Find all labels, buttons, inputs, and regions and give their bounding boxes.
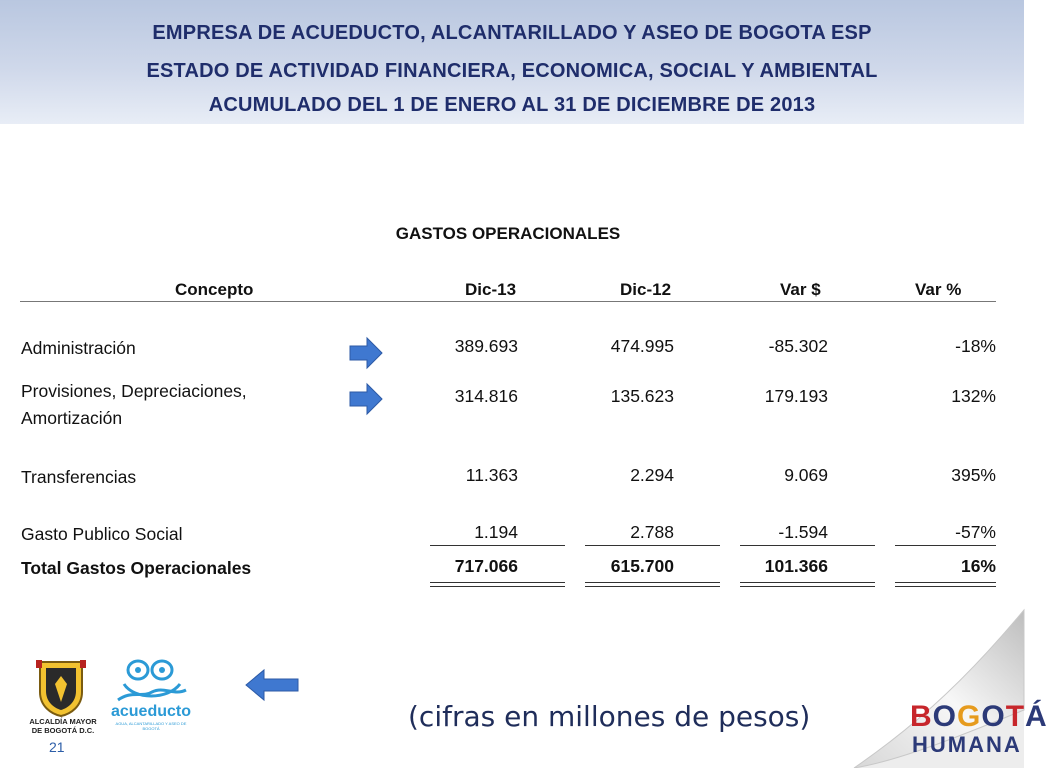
header-title-line1: EMPRESA DE ACUEDUCTO, ALCANTARILLADO Y ASEO DE BOGOTA ESP [152, 22, 872, 44]
arrow-right-icon [348, 382, 384, 416]
subtotal-rule [585, 545, 720, 546]
row-administracion-concept: Administración [21, 338, 136, 358]
subtotal-rule [740, 545, 875, 546]
subtotal-rule [430, 545, 565, 546]
bogota-humana-logo-line1: BOGOTÁ [910, 700, 1048, 733]
row-transferencias-pct: 395% [951, 465, 996, 485]
total-row-var: 101.366 [764, 556, 828, 576]
total-double-rule [430, 582, 565, 587]
total-double-rule [585, 582, 720, 587]
acueducto-logo-text: acueducto [110, 703, 191, 720]
column-header-dic12: Dic-12 [620, 280, 672, 299]
arrow-left-icon [244, 668, 300, 702]
row-gasto-publico-var: -1.594 [778, 522, 828, 542]
row-provisiones-concept-line2: Amortización [21, 408, 123, 428]
row-provisiones-var: 179.193 [764, 386, 828, 406]
row-transferencias-dic13: 11.363 [465, 465, 518, 485]
row-gasto-publico-dic12: 2.788 [630, 522, 674, 542]
units-note: (cifras en millones de pesos) [408, 700, 811, 733]
table-title: GASTOS OPERACIONALES [395, 224, 621, 243]
row-provisiones-dic13: 314.816 [454, 386, 518, 406]
header-divider [20, 301, 996, 302]
total-double-rule [895, 582, 996, 587]
row-transferencias-dic12: 2.294 [630, 465, 674, 485]
total-row-pct: 16% [960, 556, 996, 576]
column-header-var-amount: Var $ [780, 280, 821, 299]
row-provisiones-pct: 132% [951, 386, 996, 406]
row-gasto-publico-concept: Gasto Publico Social [21, 524, 183, 544]
alcaldia-text: ALCALDÍA MAYOR DE BOGOTÁ D.C. [29, 717, 97, 735]
row-gasto-publico-pct: -57% [955, 522, 996, 542]
total-row-concept: Total Gastos Operacionales [21, 558, 252, 578]
row-administracion-dic13: 389.693 [454, 336, 518, 356]
column-header-var-percent: Var % [915, 280, 962, 299]
arrow-right-icon [348, 336, 384, 370]
total-double-rule [740, 582, 875, 587]
alcaldia-shield-logo [34, 658, 88, 718]
column-header-concepto: Concepto [175, 280, 254, 299]
total-row-dic12: 615.700 [610, 556, 674, 576]
row-administracion-dic12: 474.995 [610, 336, 674, 356]
row-transferencias-concept: Transferencias [21, 467, 137, 487]
subtotal-rule [895, 545, 996, 546]
row-administracion-var: -85.302 [768, 336, 828, 356]
row-transferencias-var: 9.069 [784, 465, 828, 485]
acueducto-logo-subtext: AGUA, ALCANTARILLADO Y ASEO DE BOGOTÁ [115, 721, 187, 731]
row-provisiones-dic12: 135.623 [610, 386, 674, 406]
header-title-line3: ACUMULADO DEL 1 DE ENERO AL 31 DE DICIEMBRE DE 2013 [208, 94, 816, 116]
row-provisiones-concept-line1: Provisiones, Depreciaciones, [21, 381, 247, 401]
row-administracion-pct: -18% [955, 336, 996, 356]
row-gasto-publico-dic13: 1.194 [474, 522, 518, 542]
header-title-line2: ESTADO DE ACTIVIDAD FINANCIERA, ECONOMICA, SOCIAL Y AMBIENTAL [146, 60, 878, 82]
total-row-dic13: 717.066 [454, 556, 518, 576]
column-header-dic13: Dic-13 [465, 280, 517, 299]
bogota-humana-logo-line2: HUMANA [912, 732, 1022, 757]
page-number: 21 [49, 739, 65, 755]
